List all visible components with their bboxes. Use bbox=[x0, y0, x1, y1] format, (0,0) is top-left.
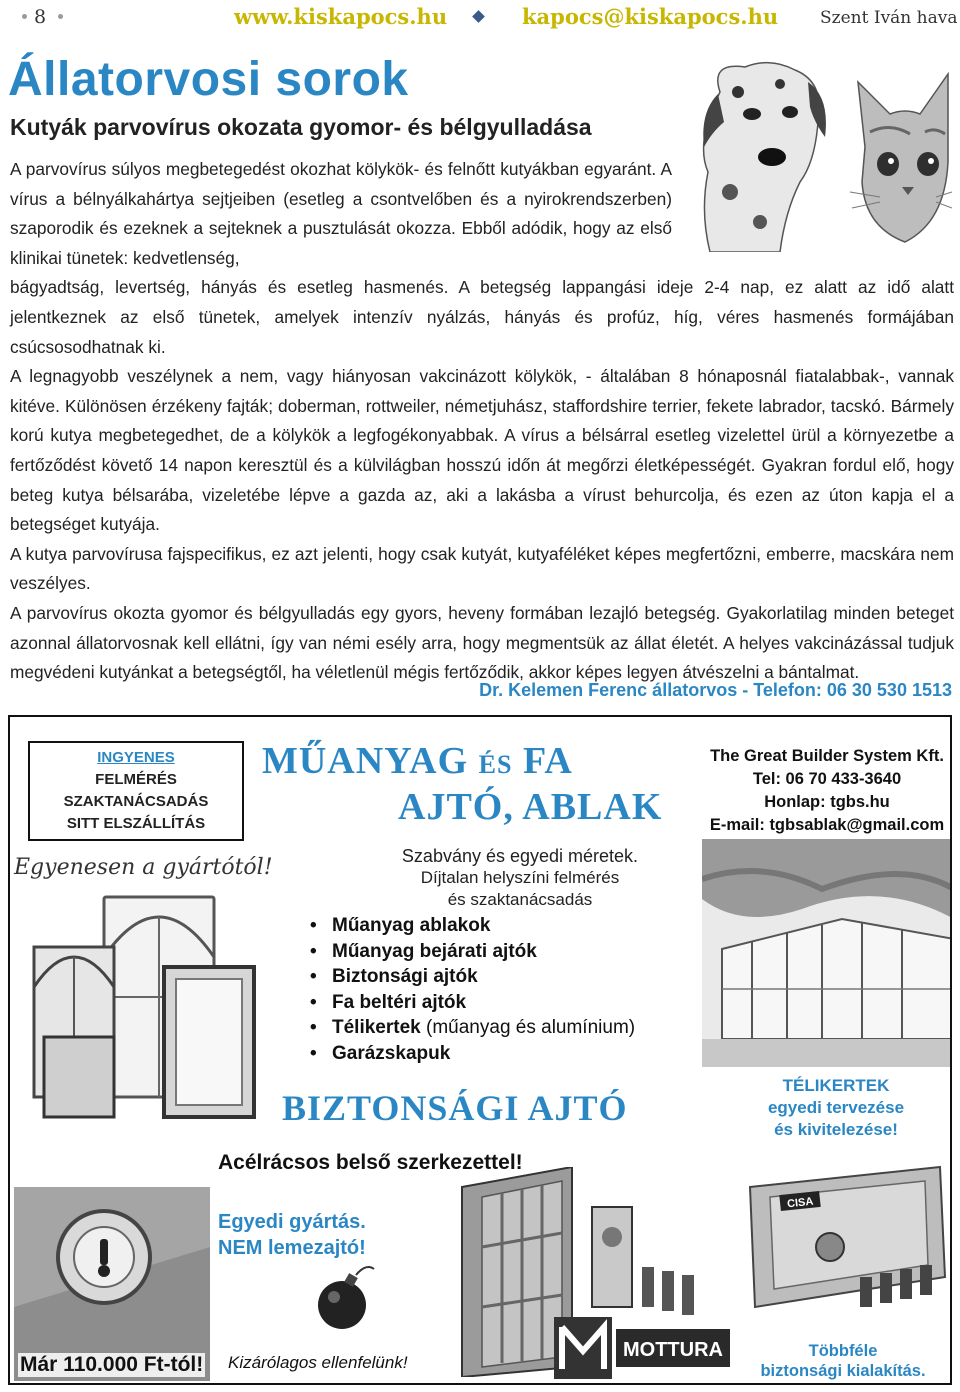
wintergarden-photo bbox=[702, 839, 952, 1067]
page-number: 8 bbox=[34, 6, 47, 28]
wintergarden-line: és kivitelezése! bbox=[774, 1120, 898, 1139]
article-body bbox=[10, 155, 954, 688]
wintergarden-text bbox=[726, 1075, 946, 1141]
headline-materials bbox=[262, 739, 573, 783]
cisa-lock-photo bbox=[740, 1157, 952, 1317]
exclusive-opponent-text: Kizárólagos ellenfelünk! bbox=[228, 1353, 408, 1372]
list-item: • Műanyag bejárati ajtók bbox=[306, 939, 635, 965]
standard-sizes-text bbox=[370, 845, 670, 911]
mottura-logo-icon bbox=[554, 1317, 730, 1379]
wintergarden-line: TÉLIKERTEK bbox=[782, 1076, 890, 1095]
article-title: Állatorvosi sorok bbox=[8, 53, 409, 106]
article-paragraph: A legnagyobb veszélynek a nem, vagy hiányosan vakcinázott kölykök, - általában 8 hónaposnál fiatalabbak-, vannak kitéve. Különösen érzékeny fajták; doberman, rottweiler, németjuhász, staffordshire terrier, fekete labrador, tacskó. Bármely korú kutya megbetegedhet, de a kölykök a legfogékonyabbak. A vírus a bélsárral esetleg vizelettel ürül a környezetbe a fertőződést követő 14 napon keresztül és a külvilágban hosszú időn át megőrzi életképességét. Gyakran fordul elő, hogy beteg kutya bélsarába, vizeletébe lépve a gazda az, aki a lakásba a vírust behurcolja, és ezen az úton kapja el a betegséget kutyája. bbox=[10, 366, 954, 535]
headline-plastic: MŰANYAG bbox=[262, 740, 469, 782]
advertisement bbox=[8, 715, 952, 1385]
headline-and: ÉS bbox=[478, 750, 513, 779]
mottura-logo bbox=[554, 1317, 730, 1379]
product-list bbox=[306, 913, 635, 1066]
multiple-security-text bbox=[736, 1341, 950, 1381]
company-website[interactable]: Honlap: tgbs.hu bbox=[764, 793, 890, 811]
mottura-brand-text: MOTTURA bbox=[623, 1339, 723, 1361]
list-item: • Garázskapuk bbox=[306, 1041, 635, 1067]
company-phone: Tel: 06 70 433-3640 bbox=[752, 770, 902, 788]
multi-line: biztonsági kialakítás. bbox=[760, 1362, 926, 1380]
list-item bbox=[306, 1015, 635, 1041]
bullet-dot bbox=[58, 14, 63, 19]
article-paragraph: A kutya parvovírusa fajspecifikus, ez azt jelenti, hogy csak kutyát, kutyaféléket képes megfertőzni, emberre, macskára nem veszélyes. bbox=[10, 543, 954, 594]
email-link[interactable]: kapocs@kiskapocs.hu bbox=[522, 4, 779, 29]
list-item: • Műanyag ablakok bbox=[306, 913, 635, 939]
custom-line: NEM lemezajtó! bbox=[218, 1237, 366, 1259]
list-item: • Biztonsági ajtók bbox=[306, 964, 635, 990]
factory-slogan: Egyenesen a gyártótól! bbox=[14, 855, 273, 880]
steel-frame-text: Acélrácsos belső szerkezettel! bbox=[218, 1151, 523, 1174]
price-label: Már 110.000 Ft-tól! bbox=[20, 1353, 204, 1376]
headline-products: AJTÓ, ABLAK bbox=[398, 786, 663, 828]
article-paragraph: bágyadtság, levertség, hányás és esetleg hasmenés. A betegség lappangási ideje 2-4 nap, ez alatt az idő alatt jelentkeznek az első tünetek, amelyek intenzív nyálzás, hányás és profúz, híg, véres hasmenés formájában csúcsosodhatnak ki. bbox=[10, 277, 954, 357]
windows-and-doors-photo bbox=[14, 887, 264, 1127]
wintergarden-item: Télikertek bbox=[332, 1017, 421, 1038]
service-line: SITT ELSZÁLLÍTÁS bbox=[66, 815, 206, 832]
article-subtitle: Kutyák parvovírus okozata gyomor- és bélgyulladása bbox=[10, 114, 592, 140]
custom-line: Egyedi gyártás. bbox=[218, 1211, 366, 1233]
bullet-dot bbox=[22, 14, 27, 19]
company-name: The Great Builder System Kft. bbox=[710, 747, 944, 765]
company-email[interactable]: E-mail: tgbsablak@gmail.com bbox=[709, 816, 945, 834]
standard-line: Díjtalan helyszíni felmérés bbox=[420, 868, 620, 887]
wintergarden-line: egyedi tervezése bbox=[767, 1098, 905, 1117]
free-services-box bbox=[28, 741, 244, 841]
issue-month: Szent Iván hava bbox=[820, 8, 958, 28]
article-paragraph: A parvovírus okozta gyomor és bélgyulladás egy gyors, heveny formában lezajló betegség. Gyakorlatilag minden beteget azonnal állatorvosnak kell ellátni, így van némi esély arra, hogy megmentsük az állat életét. A helyes vakcinázással tudjuk megvédeni kutyánkat a betegségtől, ha véletlenül mégis fertőződik, akkor képes legyen átvészelni a bántalmat. bbox=[10, 602, 954, 683]
website-link[interactable]: www.kiskapocs.hu bbox=[234, 4, 448, 29]
diamond-separator-icon bbox=[472, 10, 485, 23]
article-paragraph: A parvovírus súlyos megbetegedést okozhat kölykök- és felnőtt kutyákban egyaránt. A vírus a bélnyálkahártya sejtjeiben (esetleg a csontvelőben és a nyirokrendszerben) szaporodik és ezeknek a sejteknek a pusztulását okozza. Ebből adódik, hogy az első klinikai tünetek: kedvetlenség, bbox=[10, 159, 672, 268]
list-item: • Fa beltéri ajtók bbox=[306, 990, 635, 1016]
author-signature: Dr. Kelemen Ferenc állatorvos - Telefon: 06 30 530 1513 bbox=[479, 680, 952, 700]
standard-line: Szabvány és egyedi méretek. bbox=[401, 846, 639, 866]
headline-wood: FA bbox=[522, 740, 573, 782]
custom-manufacture-text bbox=[218, 1209, 366, 1261]
free-label: INGYENES bbox=[97, 749, 175, 766]
security-door-title: BIZTONSÁGI AJTÓ bbox=[282, 1088, 628, 1128]
bomb-icon bbox=[306, 1257, 386, 1337]
cisa-brand-text: CISA bbox=[786, 1195, 814, 1211]
company-contact bbox=[702, 745, 952, 837]
service-line: FELMÉRÉS bbox=[95, 771, 177, 788]
service-line: SZAKTANÁCSADÁS bbox=[63, 793, 209, 810]
standard-line: és szaktanácsadás bbox=[447, 890, 593, 909]
wintergarden-note: (műanyag és alumínium) bbox=[426, 1017, 636, 1038]
door-lock-photo bbox=[14, 1187, 210, 1381]
page-header bbox=[0, 0, 960, 34]
multi-line: Többféle bbox=[808, 1342, 878, 1360]
